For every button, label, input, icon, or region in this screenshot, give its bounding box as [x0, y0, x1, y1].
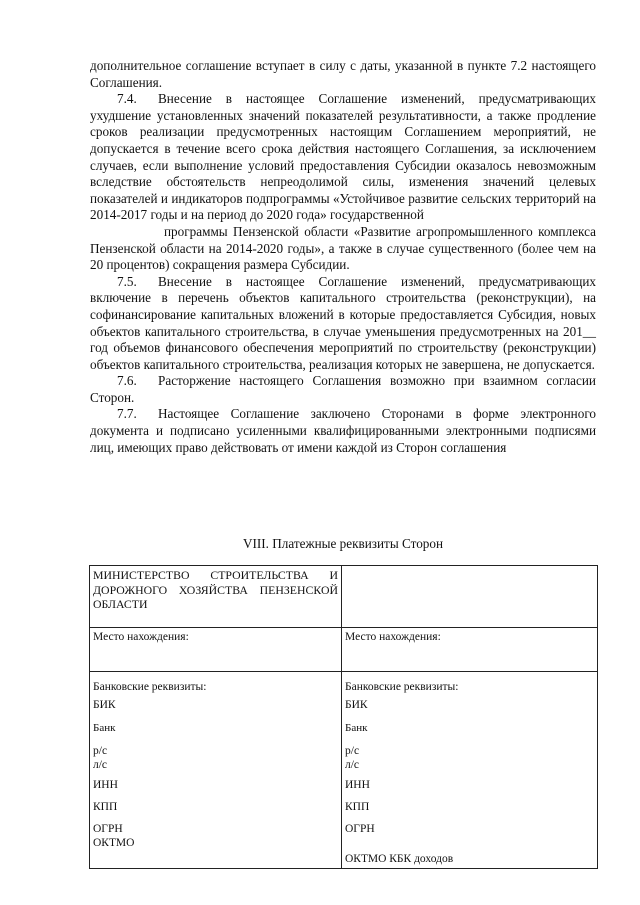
- bank-name-label: Банк: [93, 722, 116, 734]
- clause-number: 7.4.: [117, 91, 137, 107]
- inn-label: ИНН: [345, 779, 370, 791]
- table-row: [90, 628, 598, 672]
- paragraph-continuation: дополнительное соглашение вступает в силу с даты, указанной в пункте 7.2 настоящего Соглашения.: [90, 58, 596, 90]
- clause-number: 7.7.: [117, 406, 137, 422]
- bank-label: Банковские реквизиты:: [345, 681, 459, 693]
- ogrn-label: ОГРН: [93, 823, 123, 835]
- ogrn-label: ОГРН: [345, 823, 375, 835]
- table-row: [90, 566, 598, 628]
- section-title: VIII. Платежные реквизиты Сторон: [242, 536, 444, 551]
- kpp-label: КПП: [93, 801, 118, 813]
- oktmo-label: ОКТМО: [93, 837, 135, 849]
- inn-label: ИНН: [93, 779, 118, 791]
- paragraph-7-4: 7.4. Внесение в настоящее Соглашение изменений, предусматривающих ухудшение установленных значений показателей результативности, а также продление сроков реализации предусмотренных настоящим Соглашением мероприятий, не допускается в течение всего срока действия настоящего Соглашения, за исключением случаев, если выполнение условий предоставления Субсидии оказалось невозможным вследствие обстоятельств непреодолимой силы, изменения значений целевых показателей и индикаторов подпрограммы «Устойчивое развитие сельских территорий на 2014-2017 годы и на период до 2020 года» государственной: [90, 91, 596, 223]
- paragraph-7-5: 7.5. Внесение в настоящее Соглашение изменений, предусматривающих включение в перечень объектов капитального строительства (реконструкции), на софинансирование капитальных вложений в которые предоставляется Субсидия, новых объектов капитального строительства, в случае уменьшения предусмотренных на 201__ год объемов финансового обеспечения мероприятий по строительству (реконструкции) объектов капитального строительства, реализация которых не завершена, не допускается.: [90, 273, 596, 372]
- bank-name-label: Банк: [345, 722, 368, 734]
- payment-details-table: [89, 565, 598, 869]
- location-right-cell: Место нахождения:: [342, 628, 598, 672]
- oktmo-kbk-label: ОКТМО КБК доходов: [345, 853, 454, 865]
- left-org-cell: [90, 566, 342, 628]
- ls-label: л/с: [345, 759, 360, 771]
- location-left-cell: Место нахождения:: [90, 628, 342, 672]
- paragraph-7-7: 7.7. Настоящее Соглашение заключено Сторонами в форме электронного документа и подписано усиленными квалифицированными электронными подписями лиц, имеющих право действовать от имени каждой из Сторон соглашения: [90, 406, 596, 455]
- right-org-cell: [342, 566, 598, 628]
- agreement-text: [90, 58, 596, 456]
- clause-number: 7.5.: [117, 273, 137, 289]
- bik-label: БИК: [345, 699, 368, 711]
- clause-number: 7.6.: [117, 373, 137, 389]
- kpp-label: КПП: [345, 801, 370, 813]
- bik-label: БИК: [93, 699, 116, 711]
- table-row: [90, 672, 598, 869]
- bank-right-cell: [342, 672, 598, 869]
- rs-label: р/с: [345, 745, 360, 757]
- org-name: МИНИСТЕРСТВО СТРОИТЕЛЬСТВА И ДОРОЖНОГО ХОЗЯЙСТВА ПЕНЗЕНСКОЙ ОБЛАСТИ: [93, 568, 338, 611]
- bank-label: Банковские реквизиты:: [93, 681, 207, 693]
- paragraph-7-4-continued: программы Пензенской области «Развитие агропромышленного комплекса Пензенской области на 2014-2020 годы», а также в случае существенного (более чем на 20 процентов) сокращения размера Субсидии.: [90, 223, 596, 273]
- ls-label: л/с: [93, 759, 108, 771]
- paragraph-7-6: 7.6. Расторжение настоящего Соглашения возможно при взаимном согласии Сторон.: [90, 373, 596, 405]
- bank-left-cell: [90, 672, 342, 869]
- rs-label: р/с: [93, 745, 108, 757]
